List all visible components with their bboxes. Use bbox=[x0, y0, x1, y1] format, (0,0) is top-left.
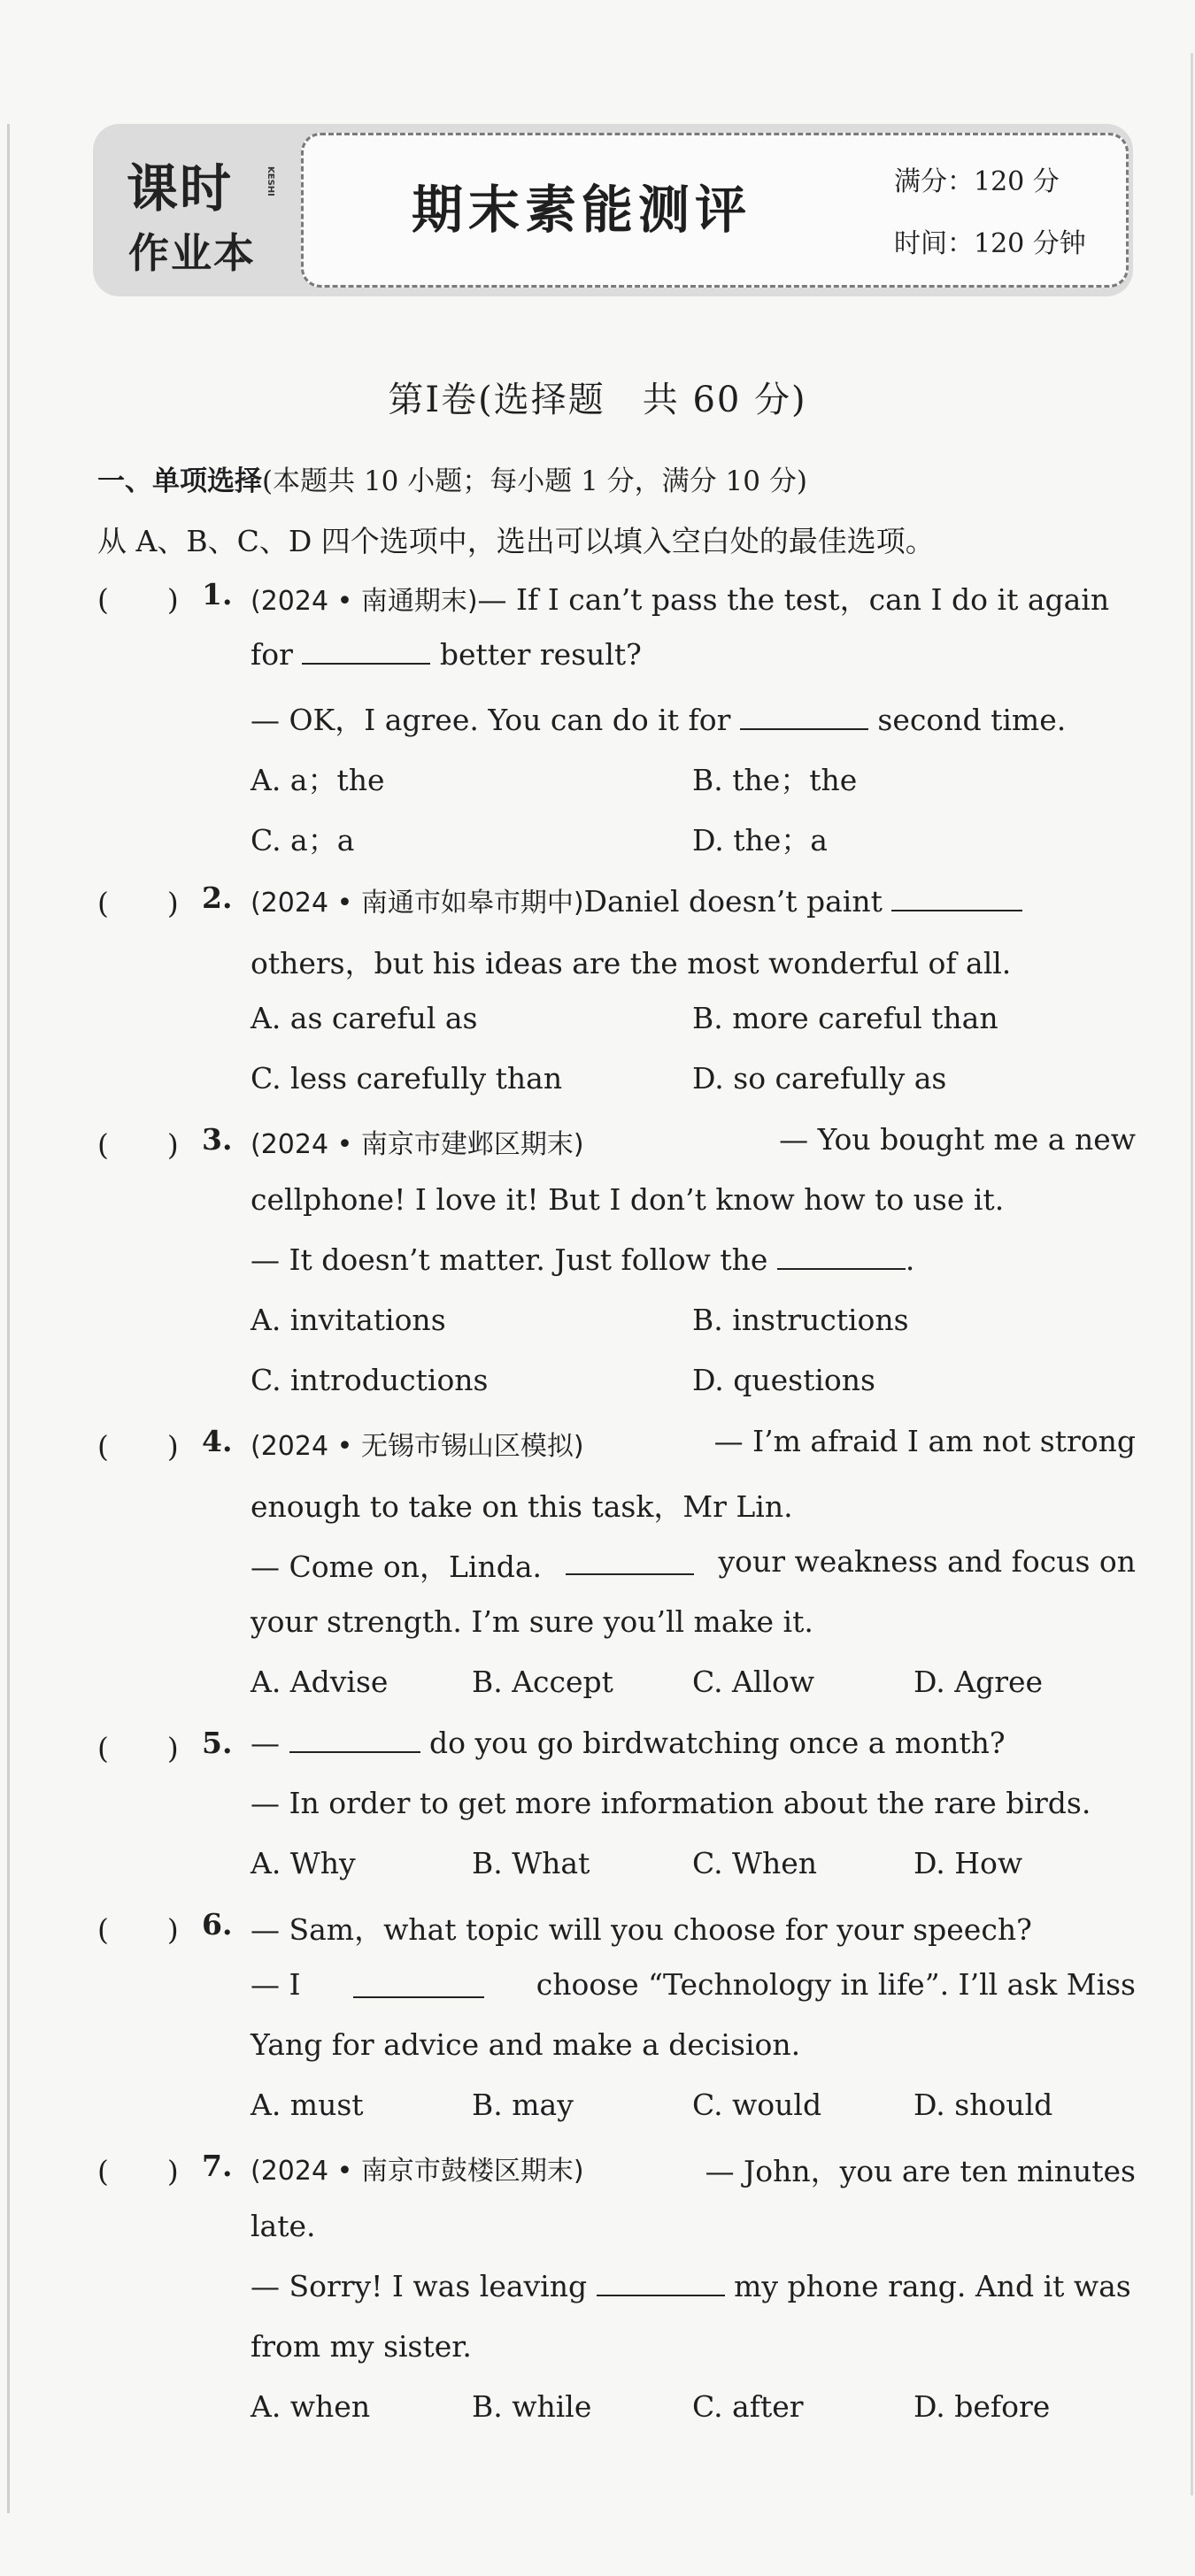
question-number: 4. bbox=[202, 1424, 233, 1458]
question-number: 5. bbox=[202, 1726, 233, 1760]
answer-paren[interactable]: ( ) bbox=[97, 1127, 179, 1162]
question-7-line2: late. bbox=[251, 2209, 316, 2243]
logo bbox=[120, 142, 297, 277]
question-4-line1 bbox=[251, 1424, 1136, 1463]
option-b: B. while bbox=[472, 2389, 592, 2424]
question-text: — Come on，Linda. bbox=[251, 1549, 543, 1584]
part-heading bbox=[97, 458, 807, 498]
option-a: A. when bbox=[251, 2389, 371, 2424]
option-b: B. instructions bbox=[692, 1303, 909, 1337]
option-c: C. after bbox=[692, 2389, 804, 2424]
question-text: — John，you are ten minutes bbox=[705, 2154, 1136, 2188]
logo-line1: 课时 bbox=[127, 158, 234, 219]
question-6-line3: Yang for advice and make a decision. bbox=[251, 2027, 801, 2062]
question-text: do you go birdwatching once a month? bbox=[429, 1726, 1006, 1760]
question-text: — Sorry! I was leaving bbox=[251, 2269, 588, 2303]
answer-paren[interactable]: ( ) bbox=[97, 1912, 179, 1947]
option-d: D. before bbox=[914, 2389, 1051, 2424]
page-left-edge bbox=[7, 124, 10, 2513]
question-text: — OK，I agree. You can do it for bbox=[251, 703, 731, 737]
question-4-line4: your strength. I’m sure you’ll make it. bbox=[251, 1604, 813, 1639]
question-7-line3 bbox=[251, 2269, 1131, 2303]
question-text: — I bbox=[251, 1967, 301, 2002]
question-text: better result? bbox=[439, 637, 642, 672]
option-b: B. What bbox=[472, 1846, 590, 1880]
option-c: C. a；a bbox=[251, 823, 355, 857]
answer-paren[interactable]: ( ) bbox=[97, 582, 179, 617]
option-c: C. would bbox=[692, 2088, 822, 2122]
option-d: D. How bbox=[914, 1846, 1023, 1880]
page-title: 期末素能测评 bbox=[412, 180, 752, 240]
question-3-line1 bbox=[251, 1122, 1136, 1161]
answer-paren[interactable]: ( ) bbox=[97, 886, 179, 920]
question-text: choose “Technology in life”. I’ll ask Miss bbox=[536, 1967, 1136, 2002]
question-3-line3 bbox=[251, 1242, 914, 1277]
question-7-line1 bbox=[251, 2149, 1136, 2190]
question-text: — I’m afraid I am not strong bbox=[713, 1424, 1136, 1458]
option-b: B. Accept bbox=[472, 1665, 613, 1699]
question-4-line2: enough to take on this task，Mr Lin. bbox=[251, 1489, 793, 1524]
question-number: 7. bbox=[202, 2149, 233, 2183]
question-text: — bbox=[251, 1726, 280, 1760]
question-1-line3 bbox=[251, 697, 1066, 739]
question-text: second time. bbox=[877, 703, 1067, 737]
full-score: 满分：120 分 bbox=[894, 166, 1060, 197]
option-d: D. should bbox=[914, 2088, 1053, 2122]
answer-blank[interactable] bbox=[597, 2294, 725, 2296]
option-a: A. invitations bbox=[251, 1303, 446, 1337]
part-heading-note: (本题共 10 小题；每小题 1 分，满分 10 分) bbox=[262, 465, 807, 497]
question-number: 2. bbox=[202, 880, 233, 915]
option-c: C. When bbox=[692, 1846, 818, 1880]
answer-blank[interactable] bbox=[566, 1573, 694, 1575]
question-source: (2024 • 南京市鼓楼区期末) bbox=[251, 2156, 584, 2187]
question-number: 1. bbox=[202, 577, 233, 611]
option-b: B. the；the bbox=[692, 763, 858, 797]
question-text: your weakness and focus on bbox=[718, 1544, 1136, 1579]
section-title: 第Ⅰ卷(选择题 共 60 分) bbox=[388, 380, 807, 420]
question-6-line1: — Sam，what topic will you choose for your speech? bbox=[251, 1912, 1032, 1947]
answer-paren[interactable]: ( ) bbox=[97, 1731, 179, 1765]
answer-paren[interactable]: ( ) bbox=[97, 1429, 179, 1464]
question-text: — If I can’t pass the test，can I do it again bbox=[477, 582, 1110, 617]
answer-blank[interactable] bbox=[740, 727, 868, 730]
answer-blank[interactable] bbox=[353, 1995, 484, 1998]
logo-line2: 作业本 bbox=[128, 229, 256, 277]
question-1-line1 bbox=[251, 577, 1109, 619]
option-c: C. introductions bbox=[251, 1363, 489, 1397]
option-b: B. may bbox=[472, 2088, 574, 2122]
option-a: A. a；the bbox=[251, 763, 385, 797]
question-text: for bbox=[251, 637, 293, 672]
question-text: my phone rang. And it was bbox=[734, 2269, 1131, 2303]
question-text: . bbox=[905, 1242, 915, 1277]
question-2-line2: others，but his ideas are the most wonderful of all. bbox=[251, 946, 1012, 980]
logo-tiny: KESHI bbox=[266, 166, 275, 196]
option-a: A. as careful as bbox=[251, 1001, 478, 1035]
question-6-line2 bbox=[251, 1967, 1136, 2002]
option-b: B. more careful than bbox=[692, 1001, 998, 1035]
option-d: D. Agree bbox=[914, 1665, 1044, 1699]
option-a: A. Why bbox=[251, 1846, 356, 1880]
question-4-line3 bbox=[251, 1544, 1136, 1586]
question-number: 3. bbox=[202, 1122, 233, 1157]
answer-paren[interactable]: ( ) bbox=[97, 2154, 179, 2188]
question-2-line1 bbox=[251, 880, 1022, 919]
part-heading-label: 一、单项选择 bbox=[97, 465, 262, 497]
question-source: (2024 • 无锡市锡山区模拟) bbox=[251, 1431, 584, 1462]
question-text: Daniel doesn’t paint bbox=[583, 884, 883, 919]
question-3-line2: cellphone! I love it! But I don’t know how to use it. bbox=[251, 1182, 1005, 1217]
answer-blank[interactable] bbox=[891, 909, 1022, 911]
question-7-line4: from my sister. bbox=[251, 2329, 472, 2364]
question-source: (2024 • 南通期末) bbox=[251, 586, 478, 617]
question-5-line1 bbox=[251, 1726, 1006, 1760]
question-text: — You bought me a new bbox=[779, 1122, 1136, 1157]
answer-blank[interactable] bbox=[302, 662, 430, 665]
option-d: D. questions bbox=[692, 1363, 875, 1397]
instruction: 从 A、B、C、D 四个选项中，选出可以填入空白处的最佳选项。 bbox=[97, 524, 935, 558]
question-1-line2 bbox=[251, 637, 642, 672]
option-d: D. the；a bbox=[692, 823, 828, 857]
question-number: 6. bbox=[202, 1907, 233, 1942]
question-source: (2024 • 南京市建邺区期末) bbox=[251, 1129, 584, 1160]
option-a: A. must bbox=[251, 2088, 364, 2122]
answer-blank[interactable] bbox=[777, 1267, 906, 1270]
question-source: (2024 • 南通市如皋市期中) bbox=[251, 888, 584, 919]
answer-blank[interactable] bbox=[289, 1750, 420, 1753]
question-5-line2: — In order to get more information about the rare birds. bbox=[251, 1786, 1091, 1820]
option-d: D. so carefully as bbox=[692, 1061, 947, 1096]
question-text: — It doesn’t matter. Just follow the bbox=[251, 1242, 768, 1277]
option-a: A. Advise bbox=[251, 1665, 389, 1699]
time-limit: 时间：120 分钟 bbox=[894, 228, 1086, 259]
option-c: C. less carefully than bbox=[251, 1061, 563, 1096]
option-c: C. Allow bbox=[692, 1665, 815, 1699]
